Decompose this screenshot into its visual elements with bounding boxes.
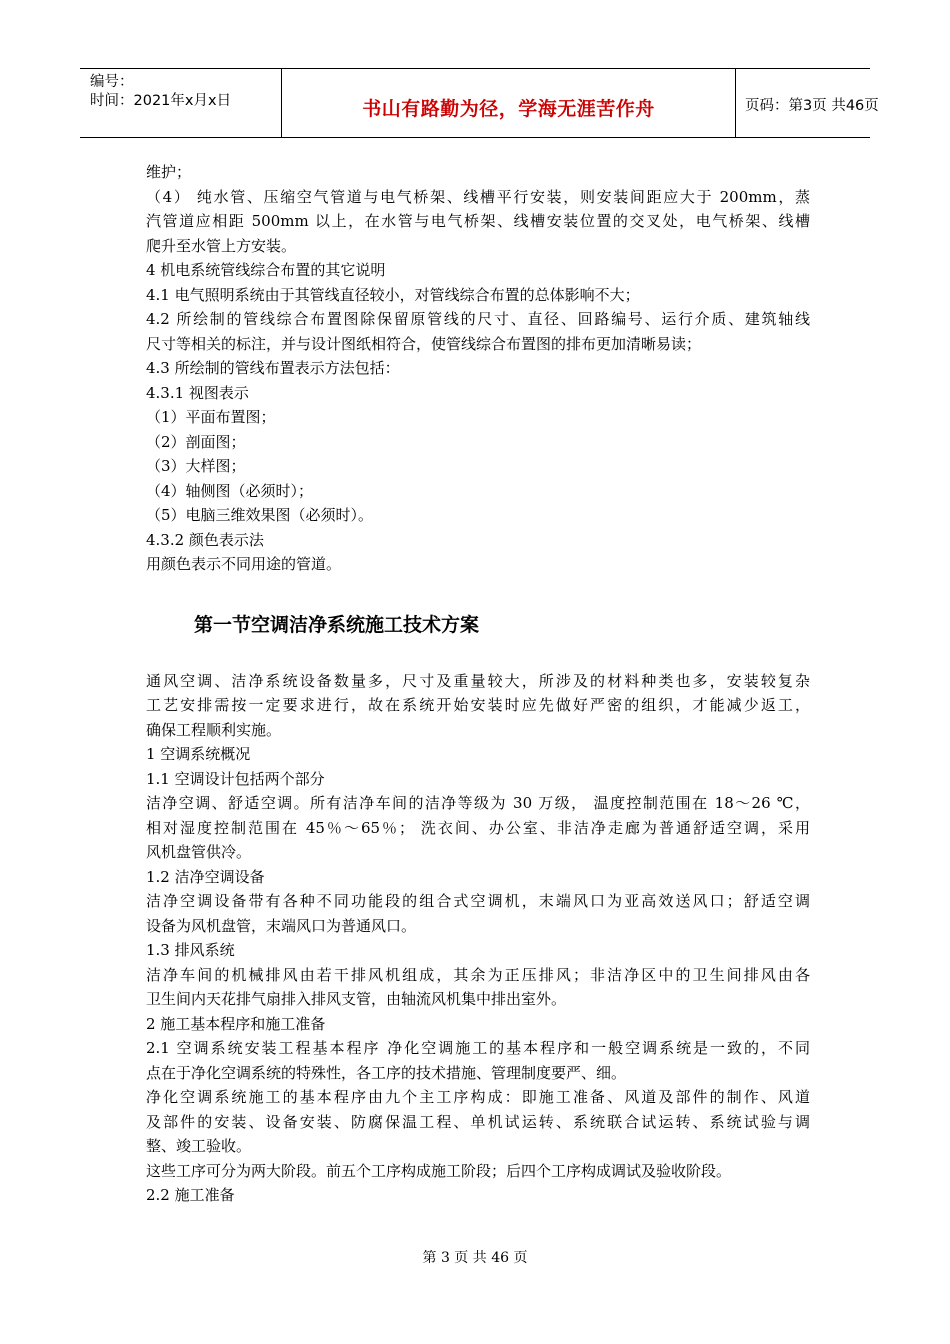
body-line: 爬升至水管上方安装。: [146, 236, 297, 255]
body-line: 1.3 排风系统: [146, 941, 235, 959]
body-line: （1）平面布置图；: [146, 408, 276, 426]
body-line: 2 施工基本程序和施工准备: [146, 1014, 326, 1033]
body-line: 用颜色表示不同用途的管道。: [146, 555, 342, 573]
body-line: 洁净空调设备带有各种不同功能段的组合式空调机，末端风口为亚高效送风口；舒适空调: [146, 892, 810, 910]
body-line: 2.1 空调系统安装工程基本程序 净化空调施工的基本程序和一般空调系统是一致的，不同: [146, 1039, 810, 1057]
body-line: 维护；: [146, 163, 192, 181]
page-footer: 第 3 页 共 46 页: [422, 1250, 528, 1266]
body-line: 洁净车间的机械排风由若干排风机组成，其余为正压排风；非洁净区中的卫生间排风由各: [146, 965, 810, 984]
document-body: [146, 160, 810, 1208]
body-line: 确保工程顺利实施。: [146, 720, 282, 739]
body-line: 净化空调系统施工的基本程序由九个主工序构成：即施工准备、风道及部件的制作、风道: [146, 1088, 810, 1106]
body-line: （2）剖面图；: [146, 432, 246, 451]
body-line: 4.1 电气照明系统由于其管线直径较小，对管线综合布置的总体影响不大；: [146, 285, 640, 304]
header-meta-cell: [80, 69, 281, 137]
body-line: 汽管道应相距 500mm 以上，在水管与电气桥架、线槽安装位置的交叉处，电气桥架、线槽: [146, 212, 810, 230]
body-line: 2.2 施工准备: [146, 1186, 235, 1204]
body-line: 1.2 洁净空调设备: [146, 867, 265, 886]
section-title: 第一节空调洁净系统施工技术方案: [194, 613, 480, 636]
body-line: 工艺安排需按一定要求进行，故在系统开始安装时应先做好严密的组织，才能减少返工，: [146, 696, 810, 714]
header-page-cell: [735, 69, 879, 137]
header-page-info: 页码：第3页 共46页: [745, 98, 879, 114]
body-line: （3）大样图；: [146, 457, 246, 475]
body-line: 风机盘管供冷。: [146, 843, 252, 861]
body-line: （4）轴侧图（必须时）；: [146, 481, 314, 500]
page-header: [80, 68, 879, 138]
body-line: 洁净空调、舒适空调。所有洁净车间的洁净等级为 30 万级， 温度控制范围在 18～26 ℃，: [146, 794, 810, 812]
body-line: 4 机电系统管线综合布置的其它说明: [146, 261, 386, 279]
body-line: 通风空调、洁净系统设备数量多，尺寸及重量较大，所涉及的材料种类也多，安装较复杂: [146, 671, 810, 690]
document-date-label: 时间：2021年x月x日: [90, 93, 232, 109]
body-line: 1.1 空调设计包括两个部分: [146, 769, 325, 788]
body-line: 相对湿度控制范围在 45％～65％； 洗衣间、办公室、非洁净走廊为普通舒适空调，采用: [146, 818, 810, 837]
body-line: 尺寸等相关的标注，并与设计图纸相符合，使管线综合布置图的排布更加清晰易读；: [146, 334, 702, 353]
document-number-label: 编号：: [90, 74, 134, 90]
body-line: 卫生间内天花排气扇排入排风支管，由轴流风机集中排出室外。: [146, 990, 567, 1008]
header-motto: 书山有路勤为径，学海无涯苦作舟: [362, 98, 655, 120]
header-motto-cell: [281, 69, 736, 137]
body-line: 点在于净化空调系统的特殊性，各工序的技术措施、管理制度要严、细。: [146, 1063, 627, 1082]
body-line: 1 空调系统概况: [146, 745, 251, 763]
body-line: 整、竣工验收。: [146, 1137, 252, 1155]
body-line: 及部件的安装、设备安装、防腐保温工程、单机试运转、系统联合试运转、系统试验与调: [146, 1112, 810, 1131]
body-line: （4） 纯水管、压缩空气管道与电气桥架、线槽平行安装，则安装间距应大于 200mm，蒸: [146, 187, 810, 206]
body-line: 4.3.1 视图表示: [146, 383, 249, 402]
body-line: （5）电脑三维效果图（必须时）。: [146, 506, 374, 524]
body-line: 设备为风机盘管，末端风口为普通风口。: [146, 916, 417, 935]
body-line: 4.3.2 颜色表示法: [146, 530, 264, 549]
body-line: 4.2 所绘制的管线综合布置图除保留原管线的尺寸、直径、回路编号、运行介质、建筑轴线: [146, 310, 810, 328]
body-line: 这些工序可分为两大阶段。前五个工序构成施工阶段；后四个工序构成调试及验收阶段。: [146, 1161, 732, 1180]
body-line: 4.3 所绘制的管线布置表示方法包括：: [146, 359, 400, 377]
